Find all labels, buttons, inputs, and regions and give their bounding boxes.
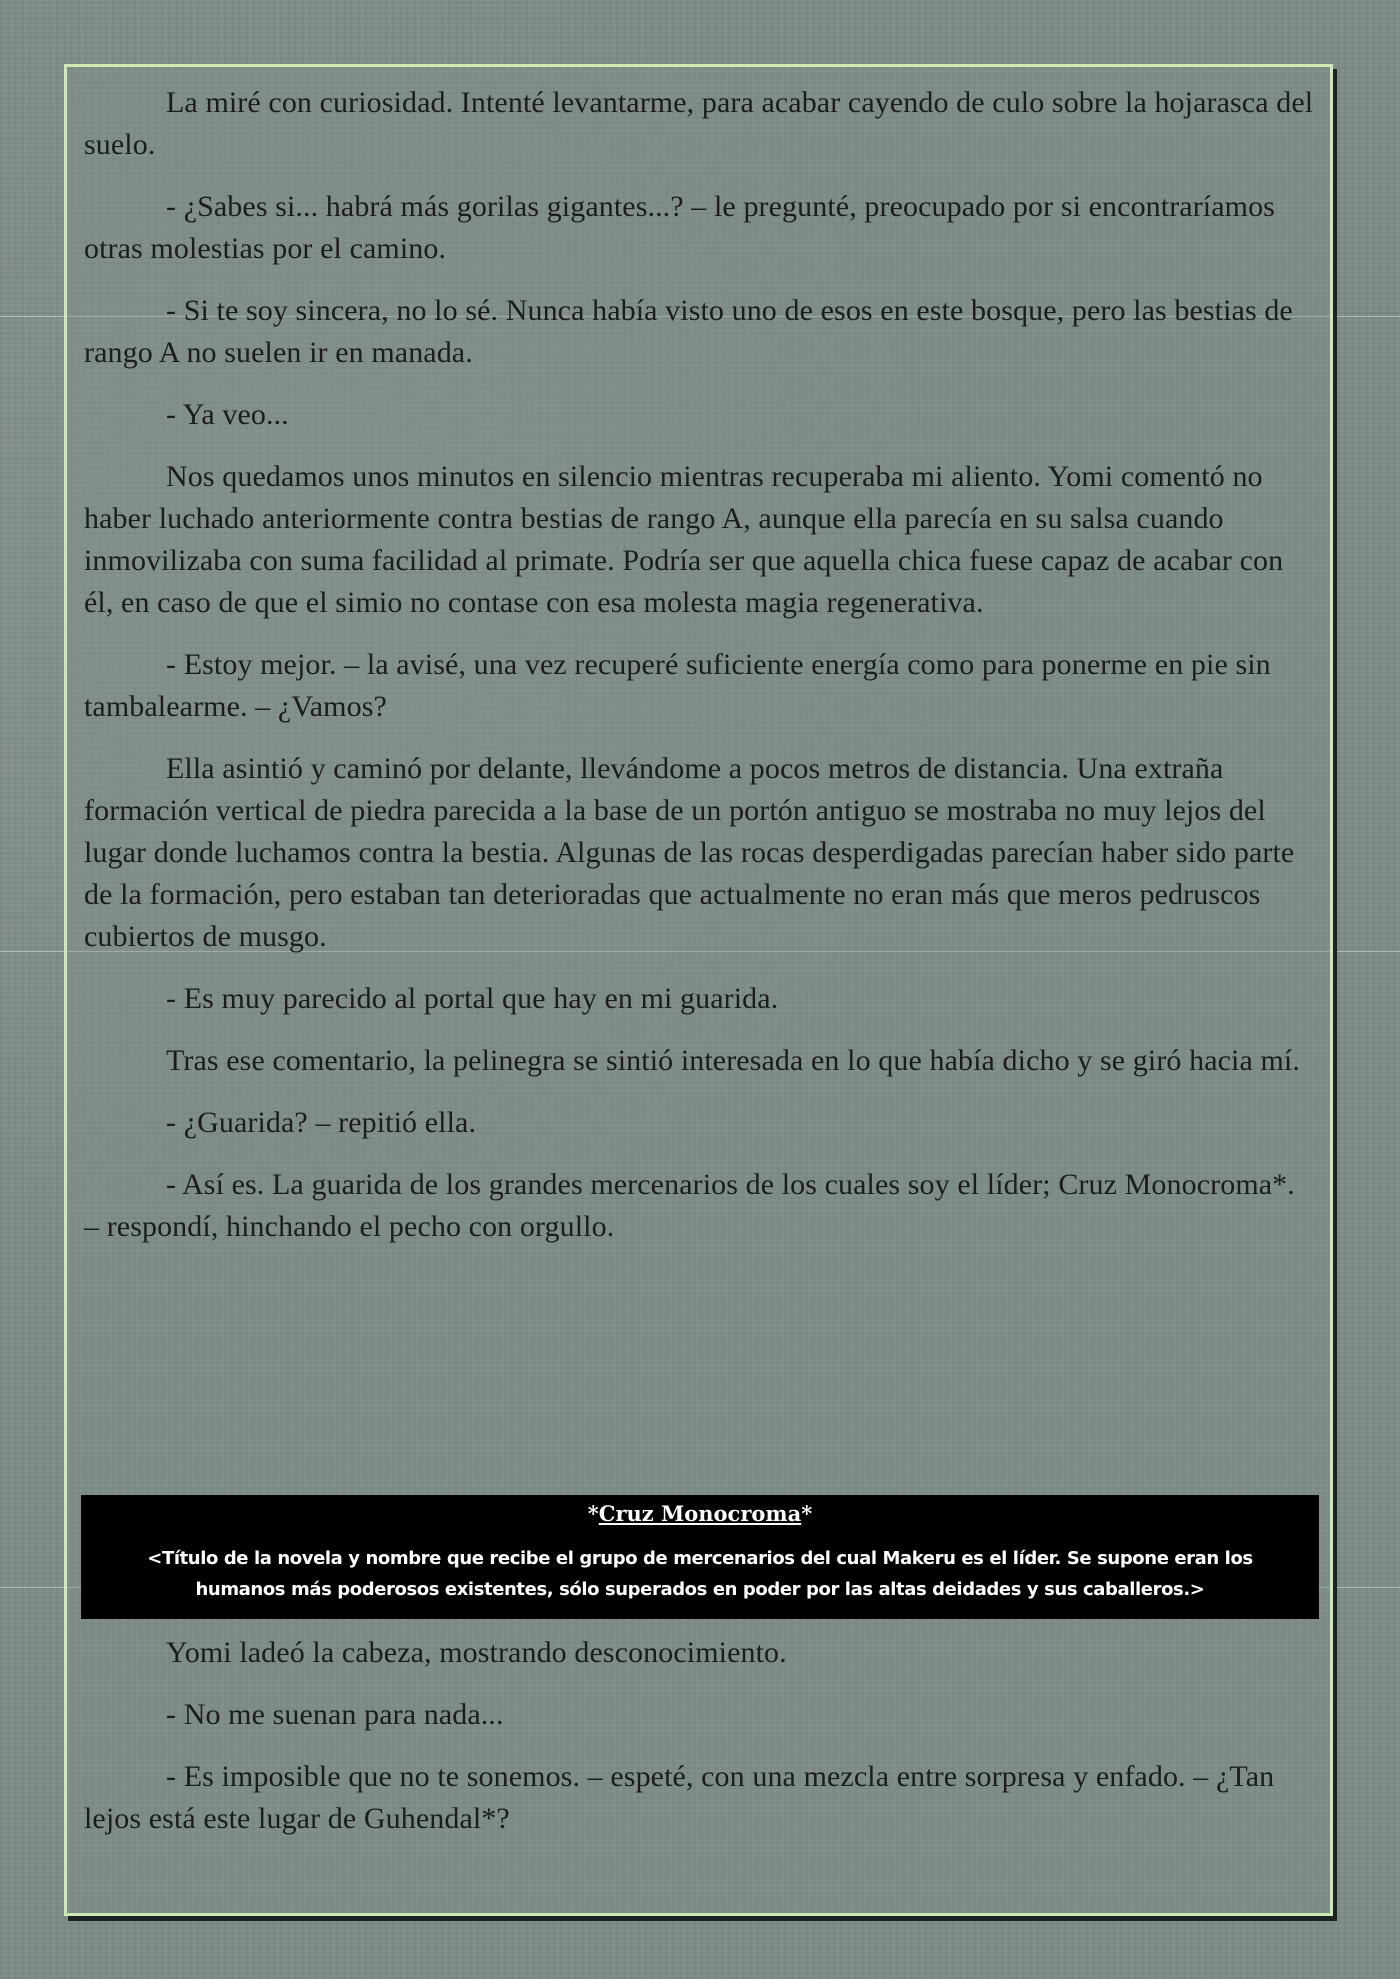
paragraph: - Es muy parecido al portal que hay en mi guarida. — [166, 982, 779, 1015]
paragraph: Ella asintió y caminó por delante, llevándome a pocos metros de distancia. Una extraña formación vertical de piedra parecida a la base de un portón antiguo se mostraba no muy lejos del lugar donde luchamos contra la bestia. Algunas de las rocas desperdigadas parecían haber sido parte de la formación, pero estaban tan deterioradas que actualmente no eran más que meros pedruscos cubiertos de musgo. — [84, 752, 1295, 953]
paragraph: Tras ese comentario, la pelinegra se sintió interesada en lo que había dicho y se giró hacia mí. — [166, 1044, 1300, 1077]
footnote-term: Cruz Monocroma — [598, 1501, 802, 1526]
paragraph: - ¿Sabes si... habrá más gorilas gigantes...? – le pregunté, preocupado por si encontraríamos otras molestias por el camino. — [84, 190, 1275, 265]
paragraph: - Es imposible que no te sonemos. – espeté, con una mezcla entre sorpresa y enfado. – ¿Tan lejos está este lugar de Guhendal*? — [84, 1760, 1275, 1835]
footnote-title — [81, 1499, 1319, 1529]
paragraph: - Estoy mejor. – la avisé, una vez recuperé suficiente energía como para ponerme en pie sin tambalearme. – ¿Vamos? — [84, 648, 1271, 723]
story-text-bottom — [84, 1632, 1316, 1860]
paragraph: La miré con curiosidad. Intenté levantarme, para acabar cayendo de culo sobre la hojarasca del suelo. — [84, 86, 1314, 161]
footnote-asterisk: * — [587, 1501, 599, 1526]
story-text-top — [84, 82, 1316, 1268]
footnote-asterisk: * — [801, 1501, 813, 1526]
paragraph: - ¿Guarida? – repitió ella. — [166, 1106, 477, 1139]
paragraph: Nos quedamos unos minutos en silencio mientras recuperaba mi aliento. Yomi comentó no haber luchado anteriormente contra bestias de rango A, aunque ella parecía en su salsa cuando inmovilizaba con suma facilidad al primate. Podría ser que aquella chica fuese capaz de acabar con él, en caso de que el simio no contase con esa molesta magia regenerativa. — [84, 460, 1284, 619]
paragraph: Yomi ladeó la cabeza, mostrando desconocimiento. — [166, 1636, 787, 1669]
paragraph: - Así es. La guarida de los grandes mercenarios de los cuales soy el líder; Cruz Monocroma*. – respondí, hinchando el pecho con orgullo. — [84, 1168, 1295, 1243]
paragraph: - Si te soy sincera, no lo sé. Nunca había visto uno de esos en este bosque, pero las bestias de rango A no suelen ir en manada. — [84, 294, 1293, 369]
paragraph: - No me suenan para nada... — [166, 1698, 504, 1731]
footnote-box — [81, 1495, 1319, 1619]
footnote-text: <Título de la novela y nombre que recibe el grupo de mercenarios del cual Makeru es el líder. Se supone eran los humanos más poderosos existentes, sólo superados en poder por las altas deidades y sus caballeros.> — [147, 1548, 1253, 1600]
paragraph: - Ya veo... — [166, 398, 289, 431]
